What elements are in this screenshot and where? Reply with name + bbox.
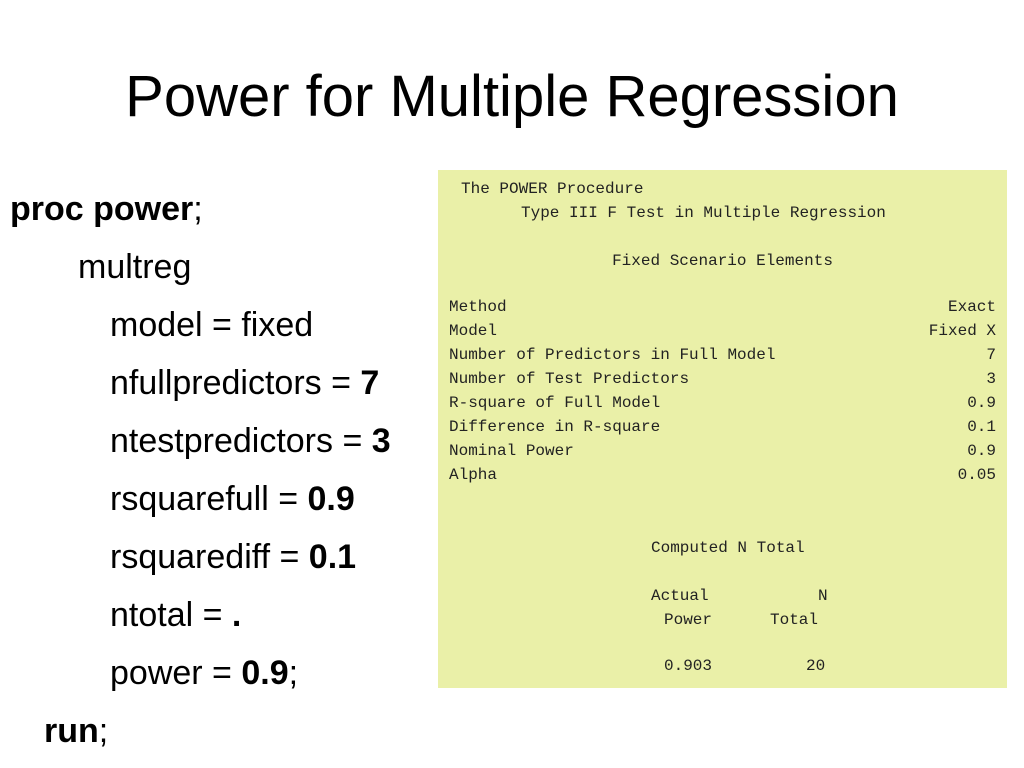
- ntotal-label: ntotal =: [110, 596, 232, 634]
- scenario-row: [449, 298, 996, 322]
- scenario-value: Exact: [947, 298, 996, 316]
- scenario-row: [449, 322, 996, 346]
- col-n-label: N: [818, 587, 828, 605]
- rsqdiff-value: 0.1: [308, 538, 357, 576]
- semicolon: ;: [288, 654, 299, 692]
- slide-title: Power for Multiple Regression: [125, 64, 899, 129]
- scenario-label: Method: [449, 298, 507, 316]
- power-label: power =: [110, 654, 242, 692]
- nfull-label: nfullpredictors =: [110, 364, 361, 402]
- sas-code-block: [10, 180, 391, 760]
- col-actual-label: Actual: [651, 587, 709, 605]
- scenario-label: Alpha: [449, 466, 498, 484]
- scenario-value: 0.05: [957, 466, 996, 484]
- scenario-value: 7: [986, 346, 996, 364]
- code-line-multreg: multreg: [78, 248, 192, 286]
- scenario-label: R-square of Full Model: [449, 394, 661, 412]
- n-total-value: 20: [806, 657, 826, 675]
- scenario-value: 3: [986, 370, 996, 388]
- power-value: 0.9: [241, 654, 289, 692]
- col-power-label: Power: [664, 611, 713, 629]
- code-line-rsquarediff: [10, 528, 391, 586]
- scenario-value: 0.1: [967, 418, 996, 436]
- scenario-row: [449, 394, 996, 418]
- semicolon: ;: [193, 190, 203, 228]
- rsqfull-value: 0.9: [307, 480, 355, 518]
- nfull-value: 7: [360, 364, 380, 402]
- fixed-scenario-header: Fixed Scenario Elements: [612, 252, 833, 270]
- semicolon: ;: [98, 712, 109, 750]
- scenario-label: Model: [449, 322, 498, 340]
- actual-power-value: 0.903: [664, 657, 713, 675]
- proc-keyword: proc power: [10, 190, 194, 228]
- code-line-rsquarefull: [10, 470, 391, 528]
- test-title: Type III F Test in Multiple Regression: [521, 204, 886, 222]
- computed-n-header: Computed N Total: [651, 539, 805, 557]
- scenario-label: Nominal Power: [449, 442, 574, 460]
- code-line-model: model = fixed: [110, 306, 314, 344]
- code-line-power: [10, 644, 391, 702]
- scenario-row: [449, 442, 996, 466]
- scenario-label: Difference in R-square: [449, 418, 661, 436]
- scenario-row: [449, 466, 996, 490]
- scenario-value: 0.9: [967, 442, 996, 460]
- ntotal-value: .: [231, 596, 242, 634]
- code-line-nfullpredictors: [10, 354, 391, 412]
- scenario-value: Fixed X: [928, 322, 996, 340]
- code-line-run: [10, 702, 391, 760]
- code-line-proc: [10, 180, 391, 238]
- scenario-row: [449, 346, 996, 370]
- code-line-ntestpredictors: [10, 412, 391, 470]
- rsqdiff-label: rsquarediff =: [110, 538, 309, 576]
- run-keyword: run: [44, 712, 99, 750]
- scenario-row: [449, 418, 996, 442]
- ntest-label: ntestpredictors =: [110, 422, 372, 460]
- scenario-label: Number of Predictors in Full Model: [449, 346, 776, 364]
- scenario-label: Number of Test Predictors: [449, 370, 690, 388]
- scenario-value: 0.9: [967, 394, 996, 412]
- procedure-title: The POWER Procedure: [461, 180, 644, 198]
- scenario-row: [449, 370, 996, 394]
- sas-output-panel: [438, 170, 1007, 688]
- code-line-ntotal: [10, 586, 391, 644]
- col-total-label: Total: [770, 611, 819, 629]
- rsqfull-label: rsquarefull =: [110, 480, 308, 518]
- ntest-value: 3: [371, 422, 391, 460]
